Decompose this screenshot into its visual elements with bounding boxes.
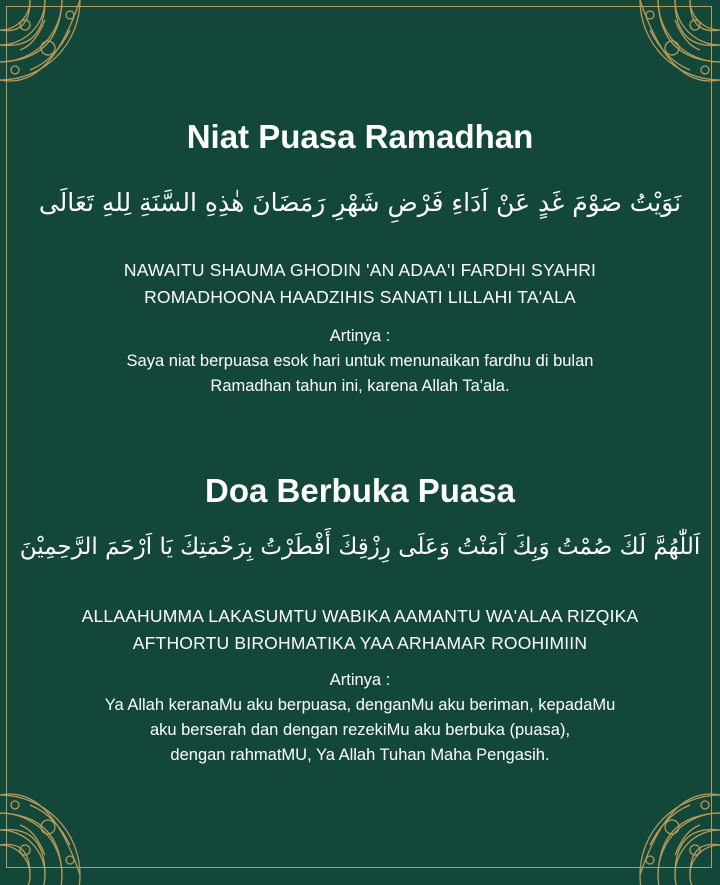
doa-arabic-wrap	[0, 534, 720, 560]
niat-title-wrap	[0, 118, 720, 156]
mandala-ornament-bottom-right	[600, 755, 720, 885]
doa-meaning-block	[0, 668, 720, 768]
mandala-ornament-top-left	[0, 0, 120, 120]
niat-meaning-line-2: Ramadhan tahun ini, karena Allah Ta'ala.	[0, 374, 720, 399]
mandala-ornament-top-right	[600, 0, 720, 120]
doa-latin-line-2: AFTHORTU BIROHMATIKA YAA ARHAMAR ROOHIMIIN	[0, 630, 720, 657]
niat-latin-line-1: NAWAITU SHAUMA GHODIN 'AN ADAA'I FARDHI SYAHRI	[0, 257, 720, 284]
niat-meaning-block	[0, 324, 720, 399]
niat-artinya-label: Artinya :	[0, 324, 720, 349]
doa-meaning-line-3: dengan rahmatMU, Ya Allah Tuhan Maha Pengasih.	[0, 743, 720, 768]
niat-arabic-text: نَوَيْتُ صَوْمَ غَدٍ عَنْ اَدَاءِ فَرْضِ شَهْرِ رَمَضَانَ هٰذِهِ السَّنَةِ لِلهِ تَعَالَى	[0, 188, 720, 217]
niat-latin-block	[0, 257, 720, 311]
doa-latin-line-1: ALLAAHUMMA LAKASUMTU WABIKA AAMANTU WA'ALAA RIZQIKA	[0, 603, 720, 630]
doa-artinya-label: Artinya :	[0, 668, 720, 693]
doa-arabic-text: اَللّٰهُمَّ لَكَ صُمْتُ وَبِكَ آمَنْتُ وَعَلَى رِزْقِكَ أَفْطَرْتُ بِرَحْمَتِكَ يَا اَرْحَمَ الرَّحِمِيْنَ	[0, 534, 720, 560]
niat-arabic-wrap	[0, 188, 720, 217]
niat-title: Niat Puasa Ramadhan	[0, 118, 720, 156]
doa-latin-block	[0, 603, 720, 657]
doa-title: Doa Berbuka Puasa	[0, 472, 720, 510]
niat-latin-line-2: ROMADHOONA HAADZIHIS SANATI LILLAHI TA'ALA	[0, 284, 720, 311]
doa-meaning-line-1: Ya Allah keranaMu aku berpuasa, denganMu aku beriman, kepadaMu	[0, 693, 720, 718]
doa-meaning-line-2: aku berserah dan dengan rezekiMu aku berbuka (puasa),	[0, 718, 720, 743]
mandala-ornament-bottom-left	[0, 755, 120, 885]
doa-title-wrap	[0, 472, 720, 510]
niat-meaning-line-1: Saya niat berpuasa esok hari untuk menunaikan fardhu di bulan	[0, 349, 720, 374]
